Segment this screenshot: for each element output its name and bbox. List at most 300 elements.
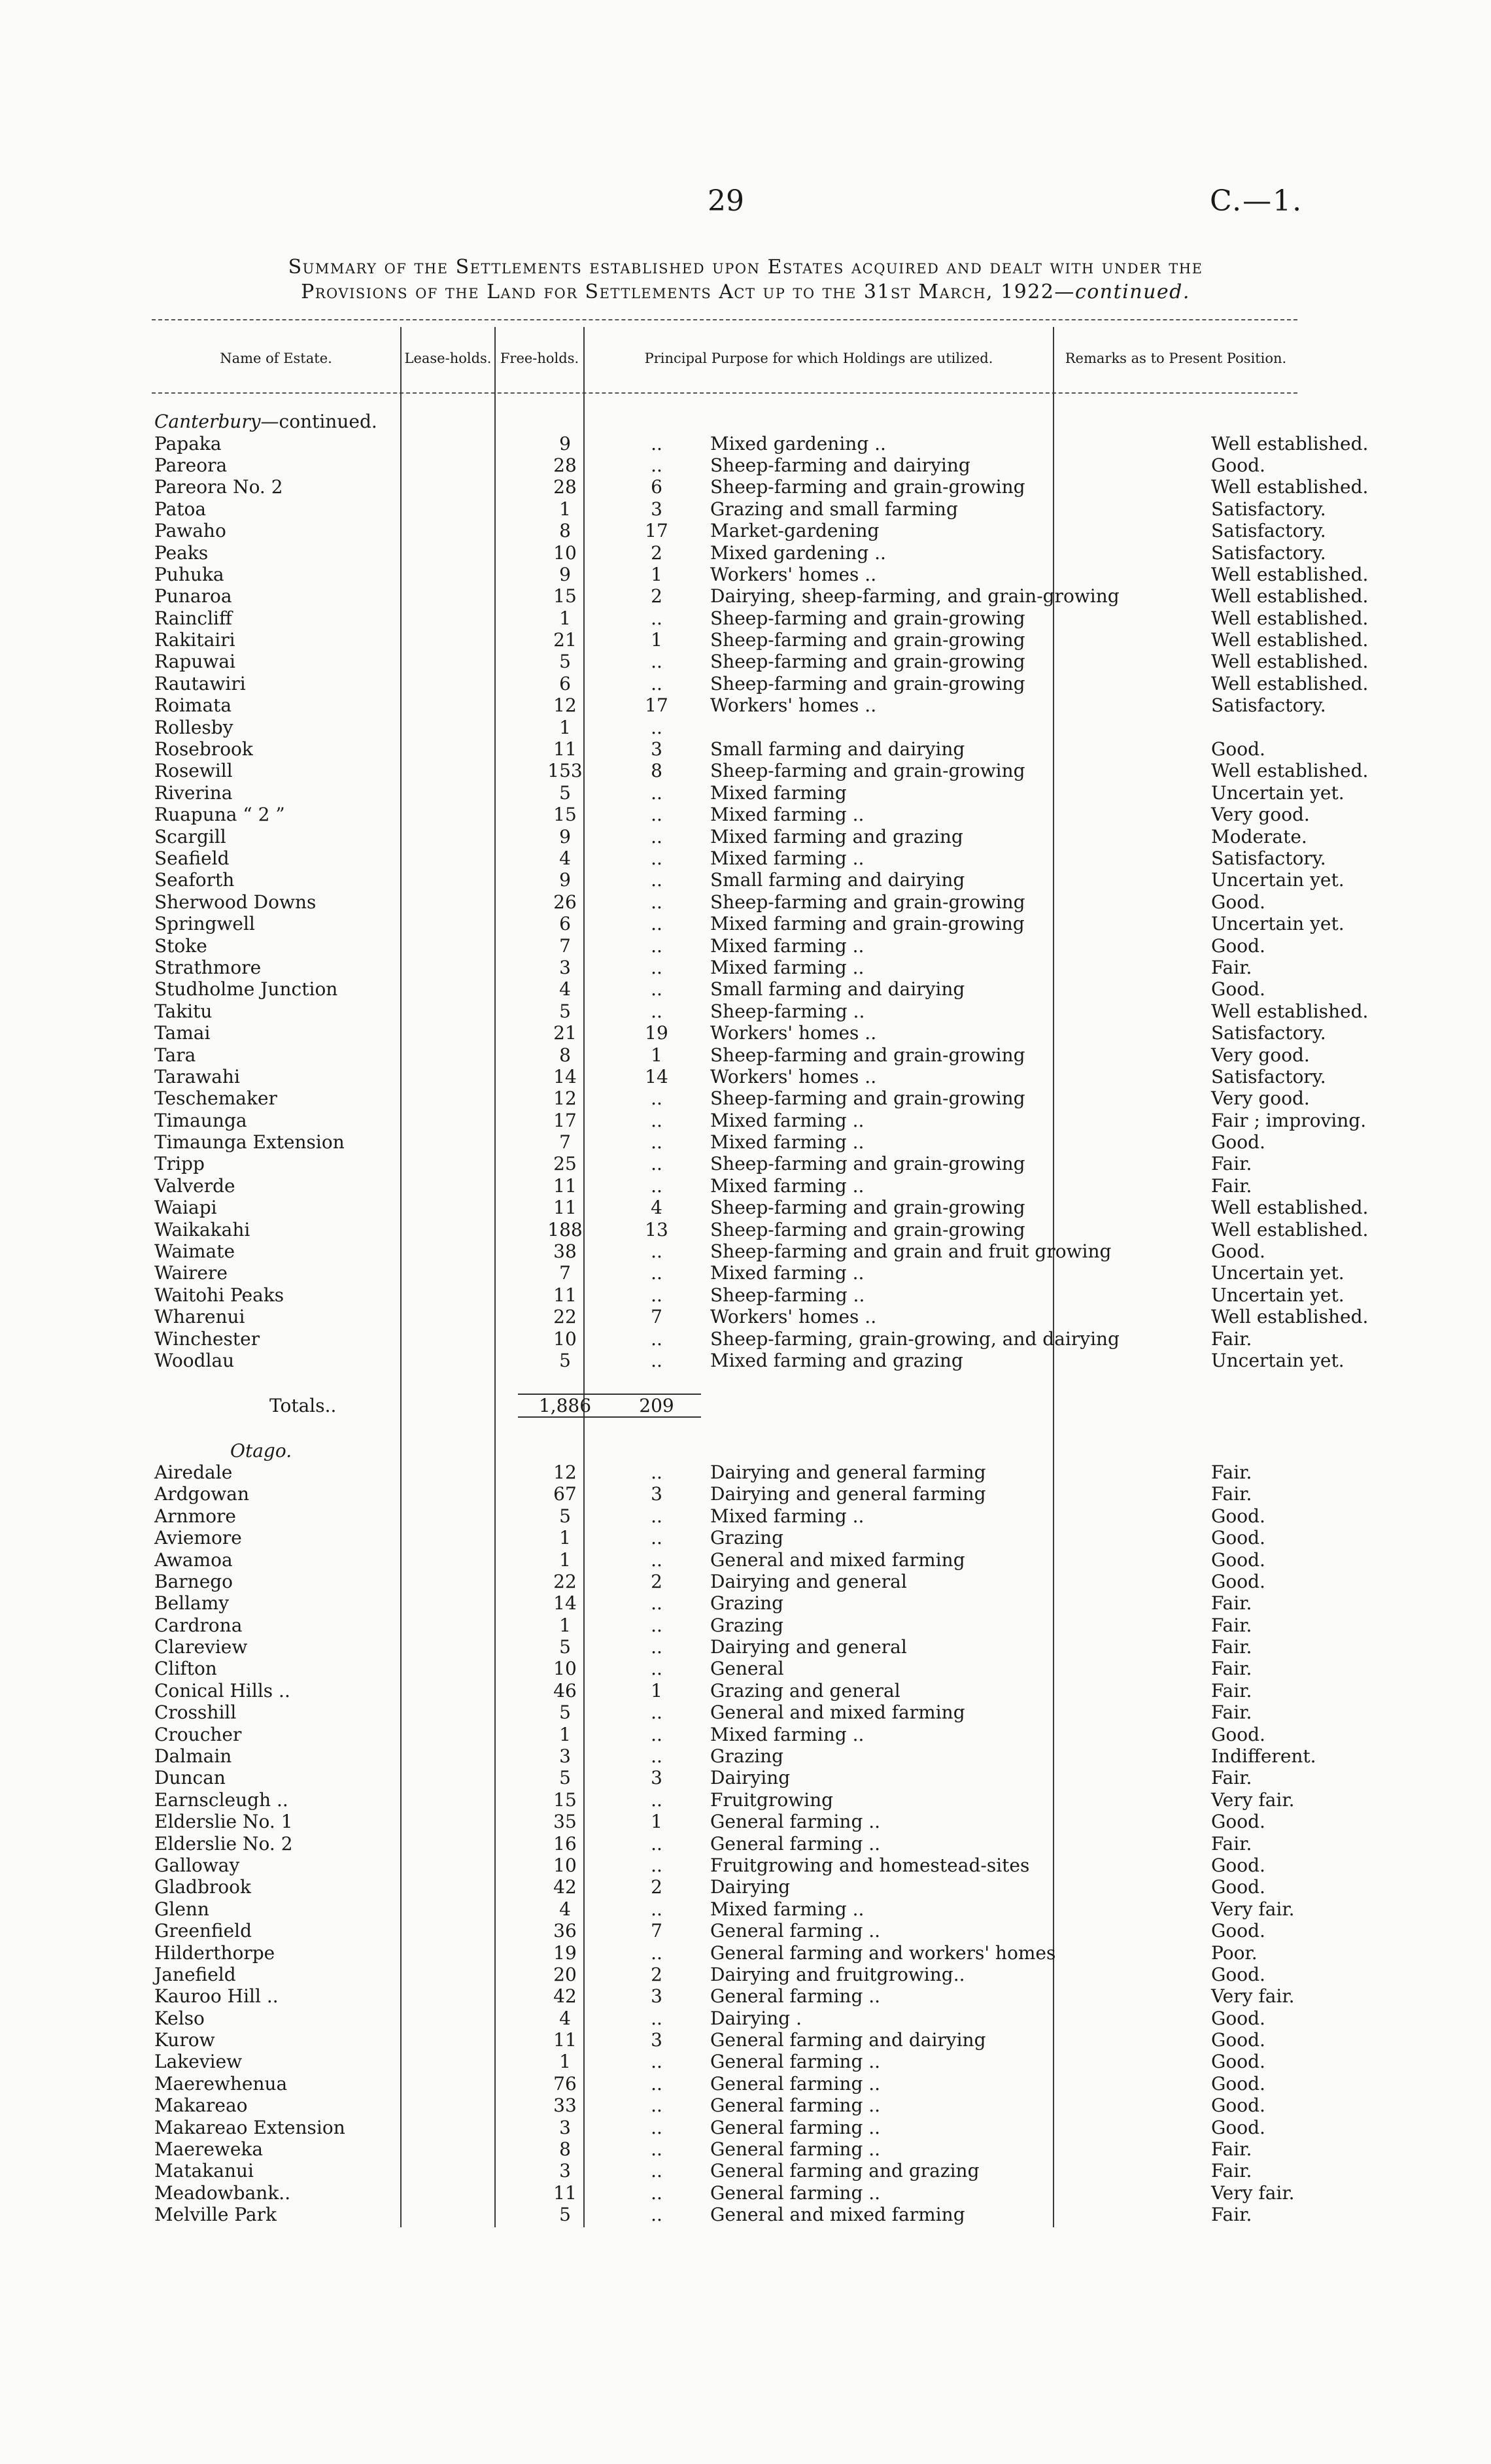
leaseholds-count: 33: [553, 2095, 577, 2117]
estate-name: Crosshill: [154, 1702, 237, 1724]
remarks: Good.: [1211, 1549, 1265, 1571]
remarks: Fair.: [1211, 1614, 1252, 1636]
estate-name: Scargill: [154, 825, 226, 847]
principal-purpose: Grazing: [710, 1592, 784, 1615]
estate-name: Glenn: [154, 1898, 209, 1920]
leaseholds-count: 4: [559, 847, 571, 869]
remarks: Good.: [1211, 2051, 1265, 2073]
table-row: [152, 1592, 1431, 1614]
leaseholds-count: 1: [559, 498, 571, 520]
freeholds-count: ..: [651, 956, 662, 978]
leaseholds-count: 38: [553, 1241, 577, 1263]
title-line-2: Provisions of the Land for Settlements Act up to the 31st March, 1922—continued.: [301, 281, 1190, 303]
table-row: [152, 2138, 1431, 2160]
table-row: [152, 760, 1431, 781]
estate-name: Wharenui: [154, 1306, 245, 1328]
estate-name: Seafield: [154, 847, 230, 869]
table-row: [152, 1327, 1431, 1349]
leaseholds-count: 12: [553, 694, 577, 717]
leaseholds-count: 42: [553, 1985, 577, 2008]
estate-name: Elderslie No. 1: [154, 1811, 293, 1833]
estate-name: Papaka: [154, 432, 222, 454]
freeholds-count: ..: [651, 804, 662, 826]
table-row: [152, 1767, 1431, 1788]
table-row: [152, 2182, 1431, 2204]
principal-purpose: Grazing: [710, 1614, 784, 1636]
estate-name: Peaks: [154, 541, 209, 564]
canterbury-totals: [152, 1371, 1431, 1439]
table-row: [152, 1964, 1431, 1985]
freeholds-count: ..: [651, 1614, 662, 1636]
remarks: Fair.: [1211, 2204, 1252, 2226]
estate-name: Riverina: [154, 781, 233, 804]
remarks: Very good.: [1211, 1087, 1310, 1110]
principal-purpose: Mixed farming and grain-growing: [710, 913, 1025, 935]
table-row: [152, 2160, 1431, 2182]
remarks: Fair.: [1211, 2160, 1252, 2182]
leaseholds-count: 17: [553, 1109, 577, 1131]
remarks: Satisfactory.: [1211, 694, 1326, 717]
table-row: [152, 1832, 1431, 1854]
remarks: [1202, 716, 1431, 738]
principal-purpose: Market-gardening: [710, 520, 880, 542]
remarks: Very fair.: [1211, 1788, 1295, 1811]
remarks: Good.: [1211, 1811, 1265, 1833]
estate-name: Croucher: [154, 1723, 242, 1745]
principal-purpose: Mixed farming ..: [710, 847, 865, 869]
freeholds-count: 8: [651, 760, 662, 782]
leaseholds-count: 5: [559, 1000, 571, 1022]
estate-name: Waiapi: [154, 1197, 217, 1219]
leaseholds-count: 11: [553, 2029, 577, 2051]
freeholds-count: ..: [651, 869, 662, 891]
freeholds-count: ..: [651, 1788, 662, 1811]
remarks: Fair.: [1211, 1174, 1252, 1197]
leaseholds-count: 10: [553, 1854, 577, 1876]
totals-row: [152, 1394, 1431, 1417]
leaseholds-count: 1: [559, 2051, 571, 2073]
freeholds-count: ..: [651, 2095, 662, 2117]
table-row: [152, 1527, 1431, 1549]
principal-purpose: [701, 716, 1202, 738]
estate-name: Valverde: [154, 1174, 235, 1197]
freeholds-count: ..: [651, 1702, 662, 1724]
table-row: [152, 1131, 1431, 1153]
freeholds-count: ..: [651, 1109, 662, 1131]
principal-purpose: Workers' homes ..: [710, 694, 877, 717]
principal-purpose: General farming ..: [710, 1920, 881, 1942]
table-row: [152, 2204, 1431, 2225]
table-row: [152, 825, 1431, 847]
principal-purpose: General farming and workers' homes: [710, 1942, 1056, 1964]
table-row: [152, 2008, 1431, 2029]
freeholds-count: ..: [651, 2182, 662, 2204]
leaseholds-count: 9: [559, 432, 571, 454]
principal-purpose: Sheep-farming and grain-growing: [710, 651, 1025, 673]
table-row: [152, 1350, 1431, 1371]
leaseholds-count: 4: [559, 978, 571, 1001]
principal-purpose: Sheep-farming and dairying: [710, 454, 970, 476]
principal-purpose: Sheep-farming and grain-growing: [710, 1087, 1025, 1110]
estate-name: Sherwood Downs: [154, 891, 317, 913]
principal-purpose: General farming ..: [710, 1811, 881, 1833]
remarks: Well established.: [1211, 760, 1369, 782]
leaseholds-count: 14: [553, 1592, 577, 1615]
leaseholds-count: 20: [553, 1963, 577, 1985]
estate-name: Barnego: [154, 1570, 233, 1592]
freeholds-count: ..: [651, 781, 662, 804]
estate-name: Bellamy: [154, 1592, 230, 1615]
remarks: Fair.: [1211, 1832, 1252, 1855]
leaseholds-count: 188: [547, 1218, 583, 1241]
remarks: Fair.: [1211, 1327, 1252, 1350]
estate-name: Tara: [154, 1044, 196, 1066]
leaseholds-count: 15: [553, 1788, 577, 1811]
principal-purpose: Mixed gardening ..: [710, 541, 886, 564]
freeholds-count: ..: [651, 825, 662, 847]
leaseholds-count: 11: [553, 1197, 577, 1219]
section-caption: Otago.: [230, 1439, 292, 1462]
estate-name: Maereweka: [154, 2138, 264, 2161]
estate-name: Timaunga: [154, 1109, 247, 1131]
table-row: [152, 1571, 1431, 1592]
principal-purpose: Mixed farming ..: [710, 1131, 865, 1154]
estate-name: Tamai: [154, 1022, 211, 1044]
freeholds-count: ..: [651, 1087, 662, 1110]
freeholds-count: ..: [651, 1131, 662, 1154]
leaseholds-count: 22: [553, 1570, 577, 1592]
leaseholds-count: 3: [559, 2160, 571, 2182]
estate-name: Ruapuna “ 2 ”: [154, 804, 285, 826]
leaseholds-count: 6: [559, 672, 571, 694]
freeholds-count: ..: [651, 2116, 662, 2138]
table-row: [152, 520, 1431, 541]
principal-purpose: General farming ..: [710, 1985, 881, 2008]
leaseholds-count: 4: [559, 1898, 571, 1920]
freeholds-count: ..: [651, 1549, 662, 1571]
principal-purpose: General and mixed farming: [710, 2204, 965, 2226]
remarks: Good.: [1211, 1723, 1265, 1745]
estate-name: Timaunga Extension: [154, 1131, 345, 1154]
freeholds-count: ..: [651, 607, 662, 629]
remarks: Satisfactory.: [1211, 847, 1326, 869]
table-row: [152, 651, 1431, 672]
estate-name: Janefield: [154, 1963, 236, 1985]
estate-name: Pareora: [154, 454, 228, 476]
leaseholds-count: 15: [553, 804, 577, 826]
freeholds-count: ..: [651, 1153, 662, 1175]
estate-name: Raincliff: [154, 607, 232, 629]
principal-purpose: Sheep-farming, grain-growing, and dairying: [710, 1327, 1120, 1350]
leaseholds-count: 11: [553, 2182, 577, 2204]
totals-leaseholds: 1,886: [518, 1394, 612, 1417]
canterbury-section: [152, 411, 1431, 1371]
table-row: [152, 585, 1431, 607]
table-row: [152, 564, 1431, 585]
remarks: Good.: [1211, 1527, 1265, 1549]
estate-name: Maerewhenua: [154, 2072, 288, 2095]
leaseholds-count: 9: [559, 869, 571, 891]
leaseholds-count: 28: [553, 454, 577, 476]
principal-purpose: Mixed farming ..: [710, 1174, 865, 1197]
table-row: [152, 1855, 1431, 1876]
remarks: Good.: [1211, 1854, 1265, 1876]
remarks: Well established.: [1211, 563, 1369, 585]
estate-name: Patoa: [154, 498, 207, 520]
estate-name: Gladbrook: [154, 1876, 251, 1898]
estate-name: Rapuwai: [154, 651, 235, 673]
principal-purpose: Sheep-farming and grain-growing: [710, 1044, 1025, 1066]
estate-name: Clareview: [154, 1636, 248, 1658]
principal-purpose: Grazing: [710, 1745, 784, 1768]
estate-name: Clifton: [154, 1658, 217, 1680]
estate-name: Rollesby: [154, 716, 233, 738]
principal-purpose: Mixed farming and grazing: [710, 1349, 963, 1371]
leaseholds-count: 3: [559, 2116, 571, 2138]
freeholds-count: 2: [651, 541, 662, 564]
principal-purpose: Sheep-farming and grain-growing: [710, 476, 1025, 498]
freeholds-count: ..: [651, 1349, 662, 1371]
table-row: [152, 607, 1431, 629]
leaseholds-count: 1: [559, 1614, 571, 1636]
leaseholds-count: 9: [559, 825, 571, 847]
estate-name: Hilderthorpe: [154, 1942, 275, 1964]
freeholds-count: ..: [651, 2138, 662, 2161]
freeholds-count: 2: [651, 585, 662, 607]
estate-name: Woodlau: [154, 1349, 235, 1371]
remarks: Fair.: [1211, 1679, 1252, 1702]
leaseholds-count: 153: [547, 760, 583, 782]
remarks: Good.: [1211, 2072, 1265, 2095]
estate-name: Studholme Junction: [154, 978, 338, 1001]
principal-purpose: General farming ..: [710, 1832, 881, 1855]
leaseholds-count: 5: [559, 1767, 571, 1789]
otago-section: [152, 1439, 1431, 2225]
remarks: Good.: [1211, 2029, 1265, 2051]
principal-purpose: General farming ..: [710, 2051, 881, 2073]
principal-purpose: Mixed farming ..: [710, 1723, 865, 1745]
principal-purpose: Mixed farming ..: [710, 1262, 865, 1284]
table-row: [152, 1723, 1431, 1745]
freeholds-count: 7: [651, 1920, 662, 1942]
estate-name: Springwell: [154, 913, 255, 935]
totals-freeholds: 209: [612, 1394, 701, 1417]
estate-name: Pareora No. 2: [154, 476, 283, 498]
freeholds-count: ..: [651, 1327, 662, 1350]
estate-name: Duncan: [154, 1767, 226, 1789]
freeholds-count: 17: [645, 520, 668, 542]
leaseholds-count: 35: [553, 1811, 577, 1833]
estate-name: Rosebrook: [154, 738, 253, 761]
freeholds-count: ..: [651, 978, 662, 1001]
remarks: Good.: [1211, 934, 1265, 957]
table-row: [152, 738, 1431, 760]
table-row: [152, 1811, 1431, 1832]
table-row: [152, 1153, 1431, 1174]
leaseholds-count: 36: [553, 1920, 577, 1942]
table-row: [152, 629, 1431, 651]
table-row: [152, 1985, 1431, 2007]
freeholds-count: 1: [651, 563, 662, 585]
remarks: Fair ; improving.: [1211, 1109, 1367, 1131]
freeholds-count: 3: [651, 1483, 662, 1505]
principal-purpose: Sheep-farming and grain-growing: [710, 1153, 1025, 1175]
remarks: Uncertain yet.: [1211, 1349, 1345, 1371]
remarks: Good.: [1211, 2007, 1265, 2029]
remarks: Well established.: [1211, 1218, 1369, 1241]
principal-purpose: Workers' homes ..: [710, 1065, 877, 1087]
remarks: Well established.: [1211, 476, 1369, 498]
principal-purpose: Sheep-farming and grain-growing: [710, 629, 1025, 651]
estate-name: Tripp: [154, 1153, 205, 1175]
freeholds-count: ..: [651, 1942, 662, 1964]
estate-name: Lakeview: [154, 2051, 243, 2073]
freeholds-count: 19: [645, 1022, 668, 1044]
remarks: Uncertain yet.: [1211, 869, 1345, 891]
remarks: Good.: [1211, 1876, 1265, 1898]
leaseholds-count: 14: [553, 1065, 577, 1087]
estate-name: Makareao Extension: [154, 2116, 345, 2138]
freeholds-count: ..: [651, 454, 662, 476]
freeholds-count: ..: [651, 1000, 662, 1022]
table-row: [152, 1044, 1431, 1065]
principal-purpose: Dairying .: [710, 2007, 802, 2029]
leaseholds-count: 5: [559, 1349, 571, 1371]
table-row: [152, 869, 1431, 891]
principal-purpose: General: [710, 1658, 784, 1680]
table-row: [152, 957, 1431, 978]
estate-name: Stoke: [154, 934, 207, 957]
remarks: Good.: [1211, 1570, 1265, 1592]
principal-purpose: Dairying and fruitgrowing..: [710, 1963, 965, 1985]
remarks: Good.: [1211, 738, 1265, 761]
remarks: Good.: [1211, 1505, 1265, 1527]
freeholds-count: ..: [651, 2160, 662, 2182]
table-row: [152, 1702, 1431, 1723]
estate-name: Aviemore: [154, 1527, 242, 1549]
principal-purpose: Sheep-farming and grain-growing: [710, 760, 1025, 782]
table-row: [152, 1483, 1431, 1505]
principal-purpose: Dairying and general: [710, 1636, 907, 1658]
table-row: [152, 716, 1431, 738]
remarks: Fair.: [1211, 1483, 1252, 1505]
table-row: [152, 1218, 1431, 1240]
principal-purpose: Sheep-farming and grain-growing: [710, 1218, 1025, 1241]
title-line-1: Summary of the Settlements established upon Estates acquired and dealt with under the: [288, 256, 1203, 279]
leaseholds-count: 7: [559, 1131, 571, 1154]
leaseholds-count: 1: [559, 1723, 571, 1745]
table-row: [152, 1876, 1431, 1898]
estate-name: Waimate: [154, 1241, 235, 1263]
leaseholds-count: 3: [559, 1745, 571, 1768]
table-row: [152, 694, 1431, 716]
freeholds-count: 7: [651, 1306, 662, 1328]
principal-purpose: Dairying: [710, 1876, 791, 1898]
page-number: 29: [708, 184, 744, 218]
remarks: Satisfactory.: [1211, 520, 1326, 542]
remarks: Well established.: [1211, 607, 1369, 629]
estate-name: Elderslie No. 2: [154, 1832, 293, 1855]
leaseholds-count: 5: [559, 651, 571, 673]
freeholds-count: ..: [651, 2072, 662, 2095]
principal-purpose: Dairying and general farming: [710, 1483, 986, 1505]
remarks: Well established.: [1211, 1306, 1369, 1328]
estate-name: Punaroa: [154, 585, 232, 607]
principal-purpose: Mixed farming ..: [710, 934, 865, 957]
estate-name: Galloway: [154, 1854, 240, 1876]
table-row: [152, 1745, 1431, 1767]
remarks: Very fair.: [1211, 2182, 1295, 2204]
remarks: Well established.: [1211, 651, 1369, 673]
table-row: [152, 1920, 1431, 1942]
table-row: [152, 476, 1431, 498]
remarks: Fair.: [1211, 1153, 1252, 1175]
table-row: [152, 1066, 1431, 1087]
estate-name: Conical Hills ..: [154, 1679, 290, 1702]
leaseholds-count: 21: [553, 629, 577, 651]
table-row: [152, 1505, 1431, 1527]
freeholds-count: ..: [651, 934, 662, 957]
leaseholds-count: 5: [559, 1702, 571, 1724]
leaseholds-count: 11: [553, 1284, 577, 1306]
remarks: Very fair.: [1211, 1985, 1295, 2008]
freeholds-count: 1: [651, 629, 662, 651]
principal-purpose: Dairying: [710, 1767, 791, 1789]
remarks: Good.: [1211, 1963, 1265, 1985]
estate-name: Roimata: [154, 694, 232, 717]
table-row: [152, 1680, 1431, 1702]
principal-purpose: Dairying and general: [710, 1570, 907, 1592]
freeholds-count: 6: [651, 476, 662, 498]
principal-purpose: Sheep-farming and grain and fruit growing: [710, 1241, 1112, 1263]
freeholds-count: 14: [645, 1065, 668, 1087]
principal-purpose: Small farming and dairying: [710, 978, 965, 1001]
estate-name: Arnmore: [154, 1505, 237, 1527]
estate-name: Strathmore: [154, 956, 262, 978]
leaseholds-count: 1: [559, 1549, 571, 1571]
estate-name: Melville Park: [154, 2204, 277, 2226]
table-row: [152, 913, 1431, 934]
table-row: [152, 847, 1431, 869]
leaseholds-count: 1: [559, 607, 571, 629]
remarks: Fair.: [1211, 2138, 1252, 2161]
header-leaseholds: Lease-holds.: [404, 350, 492, 366]
leaseholds-count: 5: [559, 1505, 571, 1527]
estate-name: Dalmain: [154, 1745, 232, 1768]
freeholds-count: ..: [651, 2007, 662, 2029]
page-title: [0, 255, 1491, 305]
table-row: [152, 1636, 1431, 1658]
principal-purpose: General farming ..: [710, 2138, 881, 2161]
table-row: [152, 2095, 1431, 2116]
leaseholds-count: 4: [559, 2007, 571, 2029]
freeholds-count: 3: [651, 1985, 662, 2008]
table-row: [152, 1110, 1431, 1131]
leaseholds-count: 21: [553, 1022, 577, 1044]
principal-purpose: Small farming and dairying: [710, 738, 965, 761]
leaseholds-count: 11: [553, 738, 577, 761]
remarks: Well established.: [1211, 432, 1369, 454]
table-row: [152, 454, 1431, 476]
section-caption-row: [152, 411, 1431, 432]
principal-purpose: Mixed farming and grazing: [710, 825, 963, 847]
freeholds-count: ..: [651, 651, 662, 673]
freeholds-count: ..: [651, 1505, 662, 1527]
principal-purpose: General farming ..: [710, 2116, 881, 2138]
freeholds-count: 1: [651, 1044, 662, 1066]
leaseholds-count: 12: [553, 1087, 577, 1110]
freeholds-count: ..: [651, 1284, 662, 1306]
